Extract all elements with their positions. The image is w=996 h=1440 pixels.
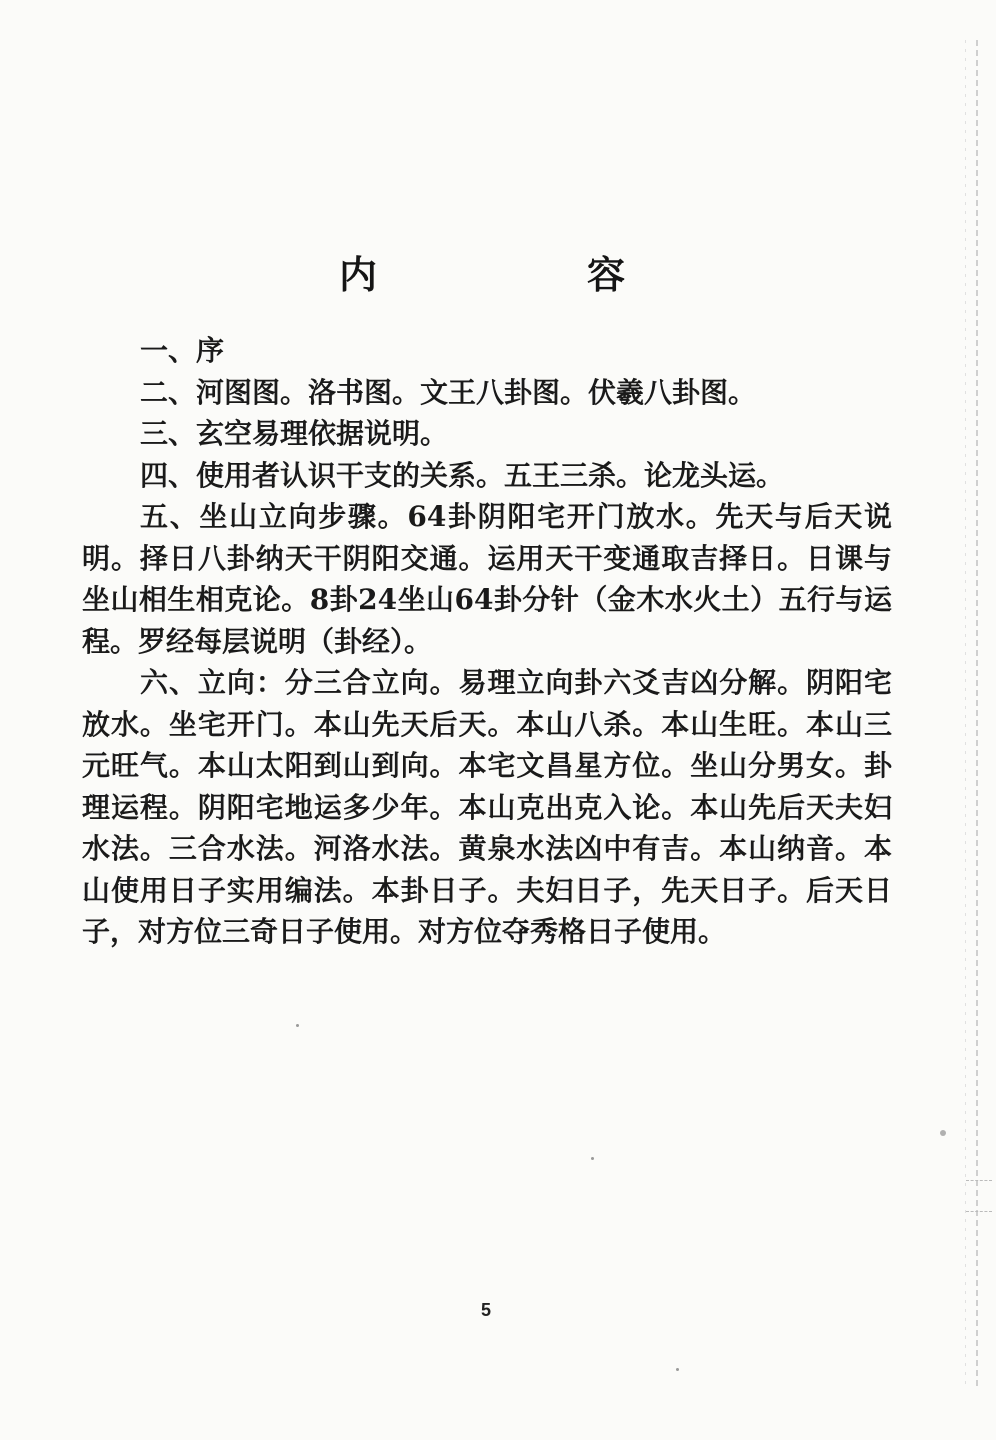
contents-item-4: 四、使用者认识干支的关系。五王三杀。论龙头运。 (140, 458, 785, 492)
contents-item-1: 一、序 (140, 334, 225, 367)
scan-edge-mark (966, 1180, 992, 1212)
scan-speck (591, 1157, 594, 1160)
contents-list (82, 330, 892, 953)
contents-item-6: 六、立向：分三合立向。易理立向卦六爻吉凶分解。阴阳宅放水。坐宅开门。本山先天后天。本山八杀。本山生旺。本山三元旺气。本山太阳到山到向。本宅文昌星方位。坐山分男女。卦理运程。阴阳宅地运多少年。本山克出克入论。本山先后天夫妇水法。三合水法。河洛水法。黄泉水法凶中有吉。本山纳音。本山使用日子实用编法。本卦日子。夫妇日子，先天日子。后天日子，对方位三奇日子使用。对方位夺秀格日子使用。 (82, 666, 892, 948)
scan-speck (940, 1130, 946, 1136)
contents-item-2: 二、河图图。洛书图。文王八卦图。伏羲八卦图。 (140, 375, 757, 409)
page-number: 5 (480, 1300, 491, 1320)
scan-speck (676, 1368, 679, 1371)
scan-speck (296, 1024, 299, 1027)
page-title: 内 容 (338, 252, 711, 297)
contents-item-3: 三、玄空易理依据说明。 (140, 417, 449, 450)
contents-item-5: 五、坐山立向步骤。64卦阴阳宅开门放水。先天与后天说明。择日八卦纳天干阴阳交通。运用天干变通取吉择日。日课与坐山相生相克论。8卦24坐山64卦分针（金木水火土）五行与运程。罗经每层说明（卦经）。 (82, 500, 892, 658)
